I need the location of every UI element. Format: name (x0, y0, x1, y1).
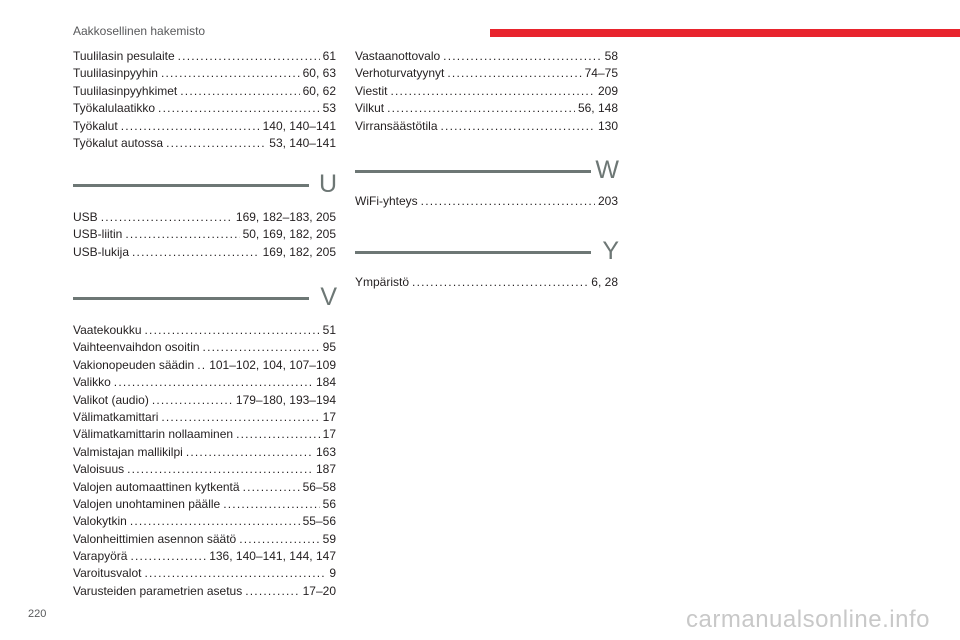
dot-leader (130, 548, 206, 565)
dot-leader (412, 274, 588, 291)
dot-leader (180, 83, 299, 100)
index-entry (73, 226, 336, 243)
index-pages: 209 (597, 83, 618, 98)
index-entry (73, 444, 336, 461)
dot-leader (121, 118, 260, 135)
index-entry (73, 565, 336, 582)
index-entry (73, 65, 336, 82)
index-term: Vastaanottovalo (355, 49, 441, 63)
section-letter-y: Y (602, 237, 619, 265)
index-entry (73, 409, 336, 426)
dot-leader (236, 426, 320, 443)
dot-leader (390, 83, 595, 100)
index-term: Vaihteenvaihdon osoitin (73, 340, 200, 355)
index-pages: 101–102, 104, 107–109 (209, 357, 336, 372)
index-pages: 169, 182, 205 (262, 244, 336, 259)
index-pages: 187 (315, 462, 336, 477)
index-pages: 6, 28 (591, 275, 618, 289)
index-term: Verhoturvatyynyt (355, 66, 445, 81)
dot-leader (197, 357, 206, 374)
index-term: Vaatekoukku (73, 323, 142, 337)
index-entry (73, 583, 336, 600)
section-rule (73, 184, 309, 187)
section-y-header (355, 238, 619, 272)
index-entry (73, 374, 336, 391)
index-term: WiFi-yhteys (355, 194, 418, 208)
section-rule (355, 251, 591, 254)
index-term: Välimatkamittarin nollaaminen (73, 427, 234, 442)
index-term: Työkalulaatikko (73, 101, 156, 116)
index-entry (355, 65, 618, 82)
dot-leader (245, 583, 299, 600)
index-term: USB-liitin (73, 227, 123, 242)
index-term: Ympäristö (355, 275, 410, 289)
section-rule (73, 297, 309, 300)
index-term: Valikko (73, 375, 111, 390)
dot-leader (161, 409, 319, 426)
dot-leader (145, 322, 320, 339)
index-term: USB (73, 210, 98, 224)
index-entry (73, 48, 336, 65)
dot-leader (223, 496, 319, 513)
index-term: Vakionopeuden säädin (73, 357, 195, 372)
section-v-entries (73, 322, 336, 600)
index-term: Tuulilasinpyyhin (73, 66, 158, 81)
index-term: USB-lukija (73, 244, 130, 259)
index-pages: 56, 148 (577, 101, 618, 116)
right-top-entries (355, 48, 618, 135)
page-number: 220 (28, 608, 47, 620)
dot-leader (186, 444, 313, 461)
index-entry (73, 426, 336, 443)
watermark: carmanualsonline.info (686, 606, 930, 633)
dot-leader (178, 48, 320, 65)
index-pages: 9 (329, 566, 336, 581)
index-term: Valikot (audio) (73, 392, 149, 407)
section-letter-w: W (595, 156, 619, 184)
index-term: Valokytkin (73, 514, 127, 529)
index-term: Tuulilasinpyyhkimet (73, 83, 178, 98)
index-entry (355, 48, 618, 65)
index-entry (355, 193, 618, 210)
index-entry (73, 392, 336, 409)
section-y-entries (355, 274, 618, 291)
index-term: Virransäästötila (355, 118, 438, 133)
index-entry (355, 274, 618, 291)
dot-leader (132, 244, 260, 261)
index-pages: 163 (315, 444, 336, 459)
index-term: Valonheittimien asennon säätö (73, 531, 237, 546)
index-pages: 203 (597, 194, 618, 208)
index-entry (73, 548, 336, 565)
index-entry (73, 479, 336, 496)
header-title: Aakkosellinen hakemisto (73, 24, 206, 38)
header-accent-bar (490, 29, 960, 37)
index-pages: 50, 169, 182, 205 (242, 227, 336, 242)
dot-leader (152, 392, 233, 409)
index-pages: 179–180, 193–194 (235, 392, 336, 407)
index-entry (73, 357, 336, 374)
dot-leader (447, 65, 581, 82)
index-pages: 184 (315, 375, 336, 390)
index-entry (73, 100, 336, 117)
dot-leader (144, 565, 326, 582)
section-letter-u: U (318, 170, 337, 198)
dot-leader (101, 209, 233, 226)
dot-leader (239, 531, 319, 548)
section-letter-v: V (320, 283, 337, 311)
index-entry (73, 531, 336, 548)
index-pages: 56–58 (302, 479, 336, 494)
dot-leader (130, 513, 300, 530)
index-entry (73, 322, 336, 339)
index-pages: 53, 140–141 (269, 135, 336, 150)
index-pages: 60, 63 (302, 66, 336, 81)
index-entry (73, 83, 336, 100)
dot-leader (441, 118, 595, 135)
index-entry (73, 118, 336, 135)
dot-leader (166, 135, 266, 152)
section-w-entries (355, 193, 618, 210)
index-pages: 136, 140–141, 144, 147 (209, 549, 336, 564)
index-entry (73, 339, 336, 356)
index-term: Varusteiden parametrien asetus (73, 583, 243, 598)
index-pages: 140, 140–141 (262, 118, 336, 133)
index-pages: 56 (322, 496, 336, 511)
dot-leader (243, 479, 300, 496)
index-term: Valmistajan mallikilpi (73, 444, 183, 459)
index-term: Valojen automaattinen kytkentä (73, 479, 240, 494)
index-pages: 59 (322, 531, 336, 546)
index-term: Tuulilasin pesulaite (73, 49, 175, 63)
section-w-header (355, 157, 619, 191)
index-term: Valojen unohtaminen päälle (73, 496, 221, 511)
section-v-header (73, 284, 337, 318)
index-entry (73, 496, 336, 513)
index-pages: 17 (322, 409, 336, 424)
dot-leader (443, 48, 601, 65)
index-term: Varapyörä (73, 549, 128, 564)
index-term: Viestit (355, 83, 388, 98)
index-entry (73, 513, 336, 530)
dot-leader (203, 339, 320, 356)
index-term: Välimatkamittari (73, 409, 159, 424)
index-pages: 130 (597, 118, 618, 133)
dot-leader (114, 374, 313, 391)
index-entry (73, 135, 336, 152)
index-pages: 169, 182–183, 205 (235, 210, 336, 224)
index-pages: 74–75 (584, 66, 618, 81)
index-pages: 17–20 (302, 583, 336, 598)
index-entry (73, 461, 336, 478)
index-pages: 61 (322, 49, 336, 63)
index-term: Työkalut (73, 118, 118, 133)
index-term: Varoitusvalot (73, 566, 142, 581)
section-u-entries (73, 209, 336, 261)
dot-leader (127, 461, 313, 478)
dot-leader (421, 193, 595, 210)
dot-leader (161, 65, 300, 82)
index-pages: 55–56 (302, 514, 336, 529)
index-entry (73, 244, 336, 261)
index-term: Valoisuus (73, 462, 125, 477)
index-term: Vilkut (355, 101, 385, 116)
section-rule (355, 170, 591, 173)
index-pages: 17 (322, 427, 336, 442)
index-pages: 51 (322, 323, 336, 337)
dot-leader (125, 226, 239, 243)
index-pages: 95 (322, 340, 336, 355)
index-term: Työkalut autossa (73, 135, 164, 150)
dot-leader (158, 100, 320, 117)
index-pages: 53 (322, 101, 336, 116)
index-entry (355, 83, 618, 100)
dot-leader (387, 100, 575, 117)
index-entry (355, 118, 618, 135)
index-pages: 60, 62 (302, 83, 336, 98)
index-entry (73, 209, 336, 226)
section-u-header (73, 171, 337, 205)
left-top-entries (73, 48, 336, 152)
index-pages: 58 (604, 49, 618, 63)
index-entry (355, 100, 618, 117)
